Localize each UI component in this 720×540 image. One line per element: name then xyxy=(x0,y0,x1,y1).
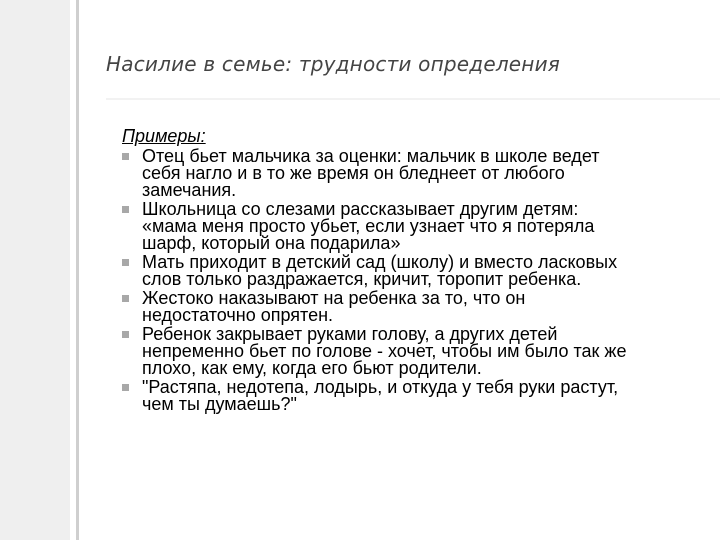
square-bullet-icon xyxy=(122,206,129,213)
square-bullet-icon xyxy=(122,153,129,160)
list-item xyxy=(118,201,638,252)
left-decor-line xyxy=(76,0,79,540)
slide-content xyxy=(118,126,638,415)
examples-list xyxy=(118,148,638,413)
list-item xyxy=(118,379,638,413)
examples-heading: Примеры: xyxy=(122,126,206,146)
list-item-text: Отец бьет мальчика за оценки: мальчик в школе ведет себя нагло и в то же время он бледнеет от любого замечания. xyxy=(142,146,600,200)
list-item-text: "Растяпа, недотепа, лодырь, и откуда у тебя руки растут, чем ты думаешь?" xyxy=(142,377,619,414)
left-decor-bar xyxy=(0,0,70,540)
slide-title: Насилие в семье: трудности определения xyxy=(106,52,561,76)
square-bullet-icon xyxy=(122,259,129,266)
list-item-text: Ребенок закрывает руками голову, а других детей непременно бьет по голове - хочет, чтобы им было так же плохо, как ему, когда его бьют родители. xyxy=(142,324,627,378)
list-item xyxy=(118,148,638,199)
list-item xyxy=(118,326,638,377)
list-item xyxy=(118,290,638,324)
title-divider xyxy=(106,98,720,100)
square-bullet-icon xyxy=(122,295,129,302)
list-item-text: Школьница со слезами рассказывает другим детям: «мама меня просто убьет, если узнает что я потеряла шарф, который она подарила» xyxy=(142,199,595,253)
list-item-text: Жестоко наказывают на ребенка за то, что он недостаточно опрятен. xyxy=(142,288,526,325)
square-bullet-icon xyxy=(122,384,129,391)
square-bullet-icon xyxy=(122,331,129,338)
list-item-text: Мать приходит в детский сад (школу) и вместо ласковых слов только раздражается, кричит, торопит ребенка. xyxy=(142,252,618,289)
list-item xyxy=(118,254,638,288)
